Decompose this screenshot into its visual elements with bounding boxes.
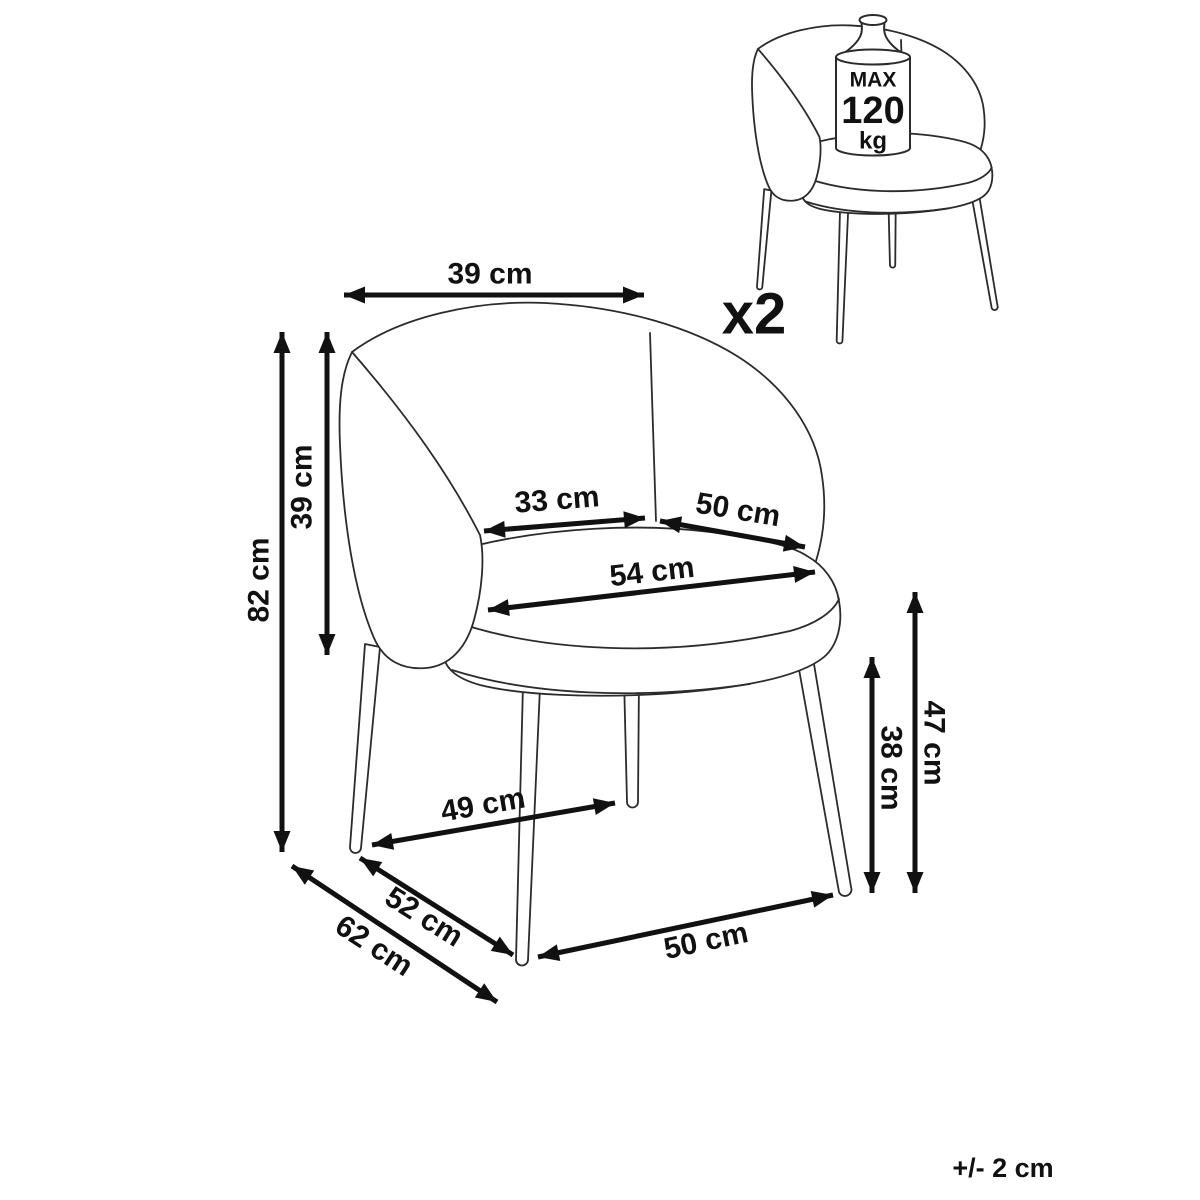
weight-max-unit: kg bbox=[858, 127, 888, 155]
tolerance-note: +/- 2 cm bbox=[952, 1153, 1054, 1183]
chair-armrest bbox=[340, 352, 483, 668]
dim-leg-span-inner-label: 49 cm bbox=[438, 781, 528, 829]
weight-max-value: 120 bbox=[841, 90, 905, 132]
quantity-label: x2 bbox=[721, 281, 787, 347]
chair-leg-front-left bbox=[516, 685, 540, 966]
dim-front-leg-span-label: 50 cm bbox=[660, 916, 752, 966]
dim-overall-depth-label: 62 cm bbox=[329, 908, 419, 984]
dim-seat-height-label: 38 cm bbox=[874, 725, 908, 811]
dim-overall-height-label: 82 cm bbox=[242, 537, 276, 623]
dim-leg-span-inner bbox=[372, 782, 615, 845]
chair-leg-back-right bbox=[624, 677, 639, 808]
dim-backrest-height-label: 39 cm bbox=[285, 444, 319, 530]
dim-seat-depth-inner bbox=[484, 480, 645, 531]
chair-seat bbox=[442, 528, 840, 696]
chair-leg-front-right bbox=[795, 647, 851, 896]
main-chair-drawing bbox=[340, 303, 852, 966]
dim-top-width bbox=[344, 258, 644, 296]
dim-leg-span-side-label: 52 cm bbox=[379, 880, 469, 954]
dim-seat-width-label: 54 cm bbox=[607, 550, 697, 594]
dim-front-leg-span bbox=[538, 895, 833, 966]
dim-backrest-side-width-label: 50 cm bbox=[693, 486, 783, 534]
chair-leg-back-left bbox=[350, 644, 380, 853]
dim-backrest-height bbox=[286, 332, 328, 655]
dim-seat-front-height-label: 47 cm bbox=[917, 700, 951, 786]
dim-overall-height bbox=[243, 332, 283, 852]
weight-body-top bbox=[836, 50, 910, 65]
dim-seat-depth-inner-label: 33 cm bbox=[513, 480, 601, 520]
weight-max-label: MAX bbox=[849, 68, 897, 92]
dim-seat-height bbox=[872, 657, 908, 893]
dim-top-width-label: 39 cm bbox=[447, 257, 533, 291]
dim-seat-front-height bbox=[915, 592, 951, 893]
chair-backrest-seam bbox=[650, 333, 656, 521]
weight-knob bbox=[860, 15, 887, 25]
